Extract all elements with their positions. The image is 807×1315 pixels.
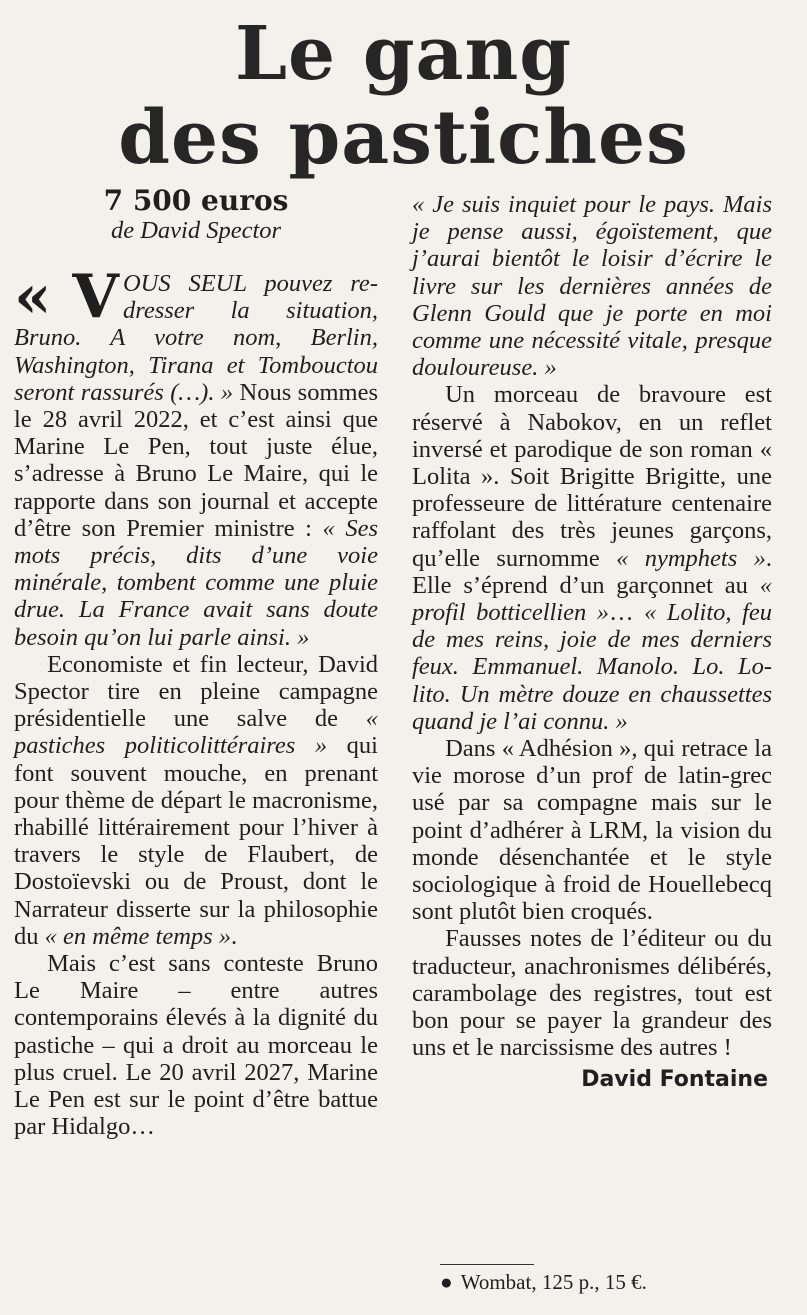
dropcap-open-quote: « xyxy=(14,262,73,332)
quote: « en même temps » xyxy=(44,922,232,950)
body-text: qui font souvent mouche, en prenant pour thème de départ le macronisme, rhabillé littérairement pour l’hiver à travers le style de Flaubert, de Dostoïevski ou de Proust, dont le Narrateur disserte sur la philosophie du xyxy=(14,732,378,950)
quote: « pastiches politicolittéraires » xyxy=(14,705,378,760)
paragraph xyxy=(412,735,772,925)
body-text: . xyxy=(231,922,238,950)
book-info xyxy=(440,1268,647,1296)
quote: « Ses mots précis, dits d’une voie minérale, tombent comme une pluie drue. La France avait sans doute besoin qu’on lui parle ainsi. » xyxy=(14,514,378,651)
quote: « nymphets » xyxy=(616,544,766,572)
headline xyxy=(0,12,807,180)
body-text: Mais c’est sans conteste Bruno Le Maire – entre autres contemporains élevés à la dignité du pastiche – qui a droit au morceau le plus cruel. Le 20 avril 2027, Marine Le Pen est sur le point d’être battue par Hidalgo… xyxy=(14,950,378,1141)
body-text: … xyxy=(609,599,645,627)
quote: pouvez redresser la situation, Bruno. A votre nom, Berlin, Washington, Tirana et Tombouctou seront rassurés (…). » xyxy=(14,270,378,406)
body-text: . Elle s’éprend d’un garçonnet au xyxy=(412,544,772,599)
body-text: Economiste et fin lecteur, David Spector tire en pleine campagne présidentielle une salve de xyxy=(14,650,378,733)
drop-cap xyxy=(14,262,119,332)
quote-caps: OUS SEUL xyxy=(122,270,247,297)
paragraph xyxy=(14,651,378,950)
paragraph xyxy=(412,191,772,381)
byline: de David Spector xyxy=(110,217,282,244)
paragraph xyxy=(412,381,772,735)
paragraph xyxy=(14,950,378,1140)
book-info-text: Wombat, 125 p., 15 €. xyxy=(460,1270,647,1294)
body-text: Un morceau de bravoure est réservé à Nabokov, en un reflet inversé et parodique de son roman « Lolita ». Soit Brigitte Brigitte, une professeure de littérature centenaire raffolant des très jeunes garçons, qu’elle surnomme xyxy=(412,381,772,572)
body-text: Nous sommes le 28 avril 2022, et c’est ainsi que Marine Le Pen, tout juste élue, s’adresse à Bruno Le Maire, qui le rapporte dans son journal et accepte d’être son Premier ministre : xyxy=(14,378,378,542)
quote: « Je suis inquiet pour le pays. Mais je pense aussi, égoïstement, que j’aurai bientôt le loisir d’écrire le livre sur les dernières années de Glenn Gould que je porte en moi comme une nécessité vitale, presque douloureuse. » xyxy=(412,191,772,382)
body-text: Dans « Adhésion », qui retrace la vie morose d’un prof de latin-grec usé par sa compagne mais sur le point d’adhérer à LRM, la vision du monde désenchantée et le style sociologique à froid de Houellebecq sont plutôt bien croqués. xyxy=(412,735,772,926)
right-column xyxy=(412,191,772,1096)
left-column xyxy=(14,262,378,1141)
dropcap-letter: V xyxy=(72,262,119,332)
bullet-icon: ● xyxy=(440,1270,453,1294)
price: 7 500 euros xyxy=(103,184,289,217)
divider xyxy=(440,1264,534,1265)
paragraph xyxy=(14,262,378,651)
author-signature: David Fontaine xyxy=(581,1066,768,1092)
quote: « Lolito, feu de mes reins, joie de mes derniers feux. Emmanuel. Manolo. Lo. Lolito. Un mètre douze en chaussettes quand je l’ai connu. » xyxy=(412,599,772,735)
paragraph xyxy=(412,925,772,1061)
body-text: Fausses notes de l’éditeur ou du traducteur, anachronismes délibérés, carambolage des registres, tout est bon pour se payer la grandeur des uns et le narcissisme des autres ! xyxy=(412,925,772,1062)
quote: « profil botticellien » xyxy=(412,571,772,627)
price-block xyxy=(14,184,378,244)
headline-line-2: des pastiches xyxy=(118,95,689,181)
headline-line-1: Le gang xyxy=(234,11,573,97)
